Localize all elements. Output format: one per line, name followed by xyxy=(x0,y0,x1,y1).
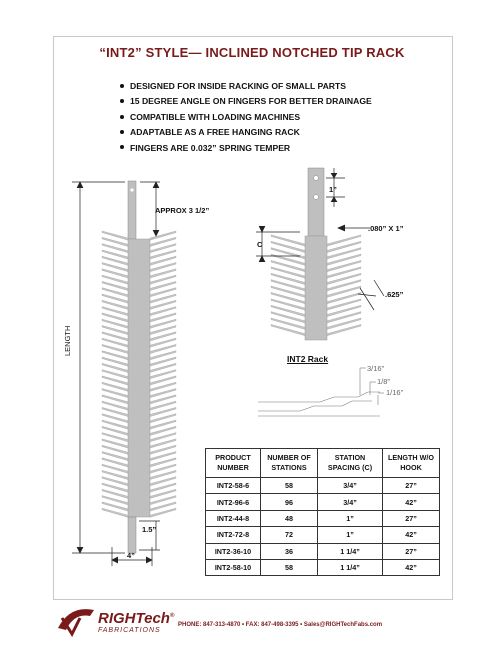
feature-item: 15 DEGREE ANGLE ON FINGERS FOR BETTER DRAINAGE xyxy=(120,94,372,109)
table-row xyxy=(206,510,440,526)
table-cell: 27” xyxy=(383,510,440,526)
bottom-hook-label: 1.5” xyxy=(142,525,157,534)
feature-item: DESIGNED FOR INSIDE RACKING OF SMALL PARTS xyxy=(120,79,372,94)
table-cell: INT2-58-6 xyxy=(206,478,261,494)
table-cell: 27” xyxy=(383,478,440,494)
table-cell: 27” xyxy=(383,543,440,559)
big-rack-drawing xyxy=(102,181,176,553)
table-cell: 96 xyxy=(261,494,318,510)
table-cell: INT2-36-10 xyxy=(206,543,261,559)
table-cell: 42” xyxy=(383,494,440,510)
brand-logo: RIGHTech® xyxy=(98,610,175,627)
spec-table xyxy=(205,448,440,576)
brand-subtitle: FABRICATIONS xyxy=(98,627,161,634)
rack-caption: INT2 Rack xyxy=(287,354,329,364)
table-row xyxy=(206,527,440,543)
length-label: LENGTH xyxy=(63,325,72,356)
table-cell: 58 xyxy=(261,478,318,494)
hook-hole xyxy=(130,188,133,191)
table-cell: 72 xyxy=(261,527,318,543)
brand-logo-icon xyxy=(58,609,94,634)
rack-spine xyxy=(128,239,150,517)
small-rack-drawing xyxy=(271,168,361,340)
hook-label: APPROX 3 1/2” xyxy=(155,206,210,215)
table-row xyxy=(206,494,440,510)
table-row xyxy=(206,478,440,494)
contact-line: PHONE: 847-313-4870 • FAX: 847-498-3395 • Sales@RIGHTechFabs.com xyxy=(178,622,383,628)
table-cell: 3/4” xyxy=(318,478,383,494)
table-cell: 1” xyxy=(318,527,383,543)
table-row xyxy=(206,543,440,559)
notch-label-3: 1/16” xyxy=(386,388,404,397)
table-cell: INT2-72-8 xyxy=(206,527,261,543)
notch-label-1: 3/16” xyxy=(367,364,385,373)
table-header-row xyxy=(206,449,440,478)
small-spine xyxy=(305,236,327,340)
width-label: 4” xyxy=(127,551,135,560)
notch-label-2: 1/8” xyxy=(377,377,390,386)
column-header: STATION SPACING (C) xyxy=(318,449,383,478)
table-cell: INT2-44-8 xyxy=(206,510,261,526)
table-cell: INT2-58-10 xyxy=(206,559,261,575)
rack-finger xyxy=(327,235,361,246)
table-row xyxy=(206,559,440,575)
column-header: NUMBER OF STATIONS xyxy=(261,449,318,478)
table-cell: 3/4” xyxy=(318,494,383,510)
bottom-hook xyxy=(128,517,136,553)
hook-hole xyxy=(314,195,319,200)
table-cell: 58 xyxy=(261,559,318,575)
feature-item: FINGERS ARE 0.032” SPRING TEMPER xyxy=(120,141,372,156)
table-cell: 1” xyxy=(318,510,383,526)
spacing-label: C xyxy=(257,240,263,249)
feature-item: ADAPTABLE AS A FREE HANGING RACK xyxy=(120,125,372,140)
page-title: “INT2” STYLE— INCLINED NOTCHED TIP RACK xyxy=(99,45,405,60)
table-cell: INT2-96-6 xyxy=(206,494,261,510)
finger-length-label: .625” xyxy=(385,290,404,299)
table-cell: 36 xyxy=(261,543,318,559)
hook-hole xyxy=(314,176,319,181)
table-cell: 42” xyxy=(383,559,440,575)
finger-dimension xyxy=(358,280,384,310)
table-cell: 42” xyxy=(383,527,440,543)
table-cell: 1 1/4” xyxy=(318,559,383,575)
strip-leader xyxy=(338,225,370,231)
strip-label: .080” X 1” xyxy=(368,224,404,233)
hole-spacing-label: 1” xyxy=(329,185,337,194)
table-cell: 1 1/4” xyxy=(318,543,383,559)
notch-detail xyxy=(258,368,384,416)
feature-item: COMPATIBLE WITH LOADING MACHINES xyxy=(120,110,372,125)
rack-finger xyxy=(271,235,305,246)
column-header: LENGTH W/O HOOK xyxy=(383,449,440,478)
table-cell: 48 xyxy=(261,510,318,526)
column-header: PRODUCT NUMBER xyxy=(206,449,261,478)
